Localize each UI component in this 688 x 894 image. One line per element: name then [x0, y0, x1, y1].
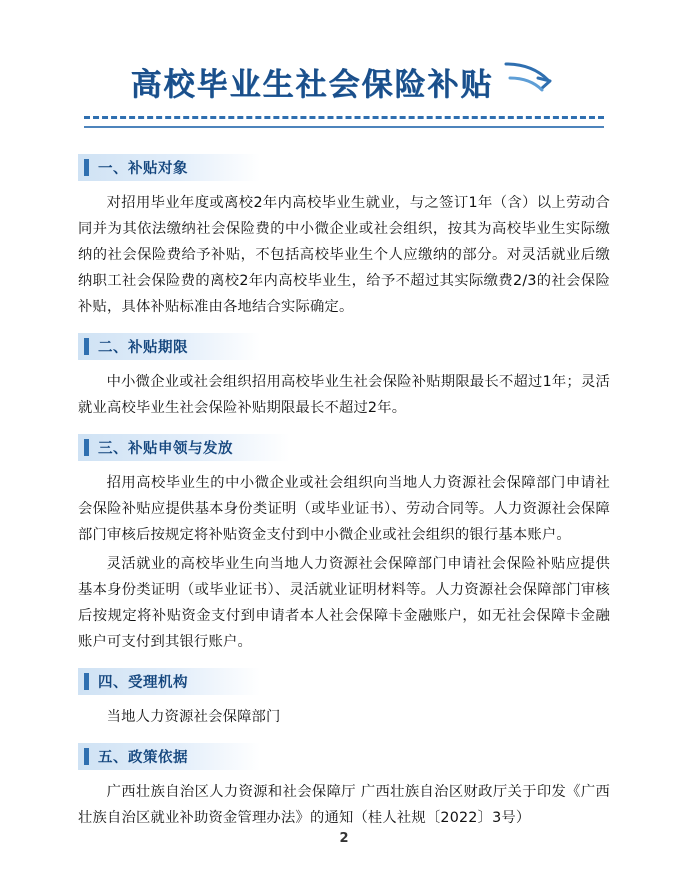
paragraph: 灵活就业的高校毕业生向当地人力资源社会保障部门申请社会保险补贴应提供基本身份类证明（或毕业证书）、灵活就业证明材料等。人力资源社会保障部门审核后按规定将补贴资金支付到申请者本人社会保障卡金融账户，如无社会保障卡金融账户可支付到其银行账户。: [78, 556, 610, 650]
section-heading-label: 三、补贴申领与发放: [98, 441, 233, 457]
section-subsidy-duration: [78, 333, 610, 421]
heading-bar-icon: [84, 439, 89, 456]
heading-bar-icon: [84, 338, 89, 355]
heading-bar-icon: [84, 748, 89, 765]
title-solid-rule: [84, 126, 604, 128]
title-block: [64, 0, 624, 128]
section-heading-label: 二、补贴期限: [98, 340, 188, 356]
section-heading: [78, 154, 260, 181]
section-heading-label: 四、受理机构: [98, 675, 188, 691]
paragraph: 中小微企业或社会组织招用高校毕业生社会保险补贴期限最长不超过1年；灵活就业高校毕业生社会保险补贴期限最长不超过2年。: [78, 374, 610, 416]
title-row: [64, 58, 624, 104]
section-accepting-agency: [78, 668, 610, 730]
section-heading: [78, 668, 260, 695]
section-heading: [78, 333, 260, 360]
page-number: 2: [339, 831, 349, 846]
title-dashed-rule: [84, 116, 604, 123]
swoosh-arrow-icon: [504, 58, 558, 102]
section-subsidy-target: [78, 154, 610, 320]
document-body: [78, 154, 610, 831]
heading-bar-icon: [84, 159, 89, 176]
section-heading: [78, 743, 260, 770]
paragraph: 广西壮族自治区人力资源和社会保障厅 广西壮族自治区财政厅关于印发《广西壮族自治区就业补助资金管理办法》的通知（桂人社规〔2022〕3号）: [78, 784, 610, 826]
section-heading-label: 五、政策依据: [98, 750, 188, 766]
section-heading: [78, 434, 290, 461]
page-title: 高校毕业生社会保险补贴: [130, 66, 494, 103]
paragraph: 招用高校毕业生的中小微企业或社会组织向当地人力资源社会保障部门申请社会保险补贴应提供基本身份类证明（或毕业证书）、劳动合同等。人力资源社会保障部门审核后按规定将补贴资金支付到中小微企业或社会组织的银行基本账户。: [78, 475, 610, 543]
heading-bar-icon: [84, 673, 89, 690]
section-heading-label: 一、补贴对象: [98, 161, 188, 177]
section-application-and-payment: [78, 434, 610, 655]
paragraph: 对招用毕业年度或离校2年内高校毕业生就业，与之签订1年（含）以上劳动合同并为其依法缴纳社会保险费的中小微企业或社会组织，按其为高校毕业生实际缴纳的社会保险费给予补贴，不包括高校毕业生个人应缴纳的部分。对灵活就业后缴纳职工社会保险费的离校2年内高校毕业生，给予不超过其实际缴费2/3的社会保险补贴，具体补贴标准由各地结合实际确定。: [78, 195, 610, 315]
paragraph: 当地人力资源社会保障部门: [106, 709, 281, 725]
section-policy-basis: [78, 743, 610, 831]
